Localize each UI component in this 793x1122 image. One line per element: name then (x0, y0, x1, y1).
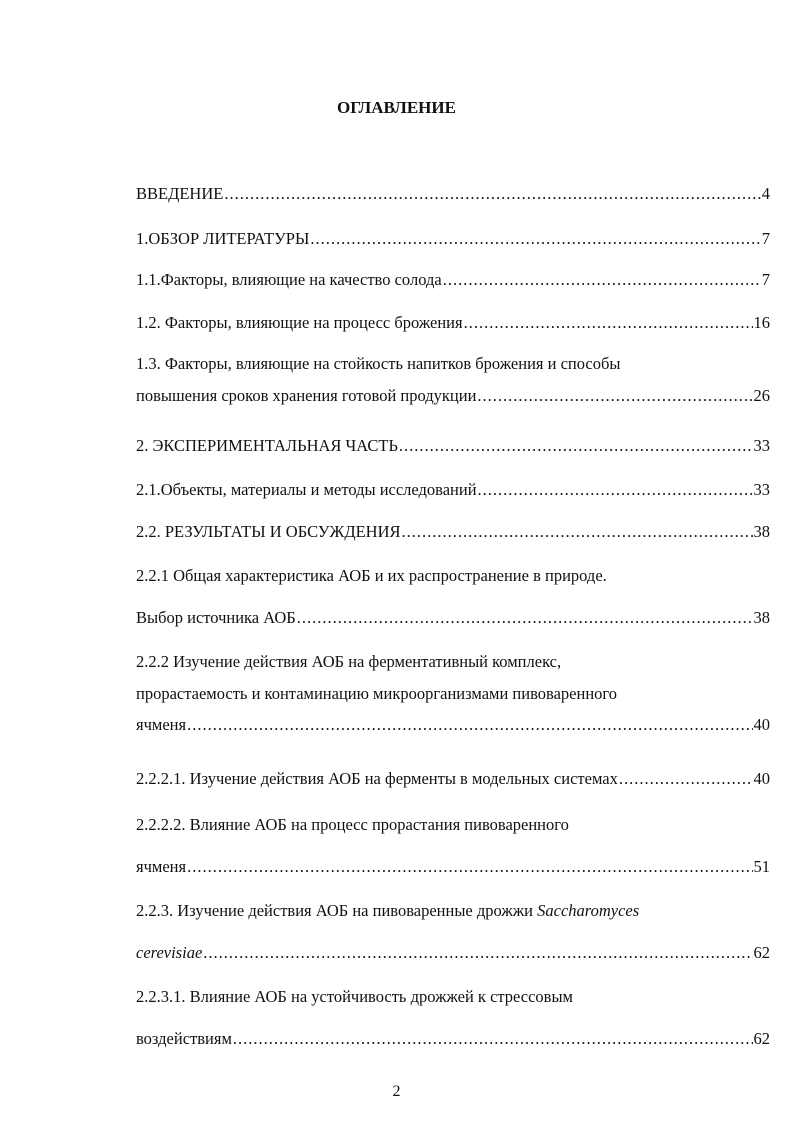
toc-entry-1-2[interactable]: 1.2. Факторы, влияющие на процесс брожения ..... 16 (136, 313, 770, 333)
toc-entry-2-2-2-line2[interactable]: прорастаемость и контаминацию микроорганизмами пивоваренного (136, 684, 618, 703)
toc-heading: ОГЛАВЛЕНИЕ (337, 98, 456, 117)
page-ref: 38 (753, 522, 770, 541)
dot-leader (399, 436, 753, 456)
toc-entry-2-2-1-line2[interactable]: Выбор источника АОБ ..... 38 (136, 608, 770, 628)
page-ref: 16 (753, 313, 770, 332)
toc-entry-1-1[interactable]: 1.1.Факторы, влияющие на качество солода ..... 7 (136, 270, 770, 290)
toc-entry-2-2-2-2-line2[interactable]: ячменя ..... 51 (136, 857, 770, 877)
page-ref: 26 (753, 386, 770, 405)
page-ref: 38 (753, 608, 770, 627)
toc-entry-2-2-2-line3[interactable]: ячменя ..... 40 (136, 715, 770, 735)
toc-entry-2-2-3-1-line2[interactable]: воздействиям ..... 62 (136, 1029, 770, 1049)
toc-entry-2-2-2-2-line1[interactable]: 2.2.2.2. Влияние АОБ на процесс прорастания пивоваренного (136, 815, 569, 834)
page-ref: 7 (761, 229, 770, 248)
toc-entry-1-3-line2[interactable]: повышения сроков хранения готовой продукции ..... 26 (136, 386, 770, 406)
page-ref: 40 (753, 769, 770, 788)
page-ref: 62 (753, 943, 770, 962)
dot-leader (443, 270, 761, 290)
dot-leader (464, 313, 753, 333)
toc-entry-introduction[interactable]: ВВЕДЕНИЕ ..... 4 (136, 184, 770, 204)
dot-leader (187, 857, 752, 877)
dot-leader (233, 1029, 753, 1049)
toc-entry-2-2-1-line1[interactable]: 2.2.1 Общая характеристика АОБ и их распространение в природе. (136, 566, 607, 585)
toc-entry-experimental[interactable]: 2. ЭКСПЕРИМЕНТАЛЬНАЯ ЧАСТЬ ..... 33 (136, 436, 770, 456)
dot-leader (203, 943, 752, 963)
toc-entry-2-2-3-line1[interactable]: 2.2.3. Изучение действия АОБ на пивоваренные дрожжи Saccharomyces (136, 901, 640, 920)
dot-leader (478, 480, 753, 500)
page-ref: 4 (761, 184, 770, 203)
page-ref: 33 (753, 480, 770, 499)
page-ref: 33 (753, 436, 770, 455)
toc-entry-1-3-line1[interactable]: 1.3. Факторы, влияющие на стойкость напитков брожения и способы (136, 354, 621, 373)
page-ref: 62 (753, 1029, 770, 1048)
page-ref: 40 (753, 715, 770, 734)
dot-leader (310, 229, 760, 249)
toc-entry-2-2-2-line1[interactable]: 2.2.2 Изучение действия АОБ на ферментативный комплекс, (136, 652, 562, 671)
toc-entry-2-2-2-1[interactable]: 2.2.2.1. Изучение действия АОБ на ферменты в модельных системах ..... 40 (136, 769, 770, 789)
toc-entry-2-2-3-1-line1[interactable]: 2.2.3.1. Влияние АОБ на устойчивость дрожжей к стрессовым (136, 987, 574, 1006)
dot-leader (224, 184, 760, 204)
page-ref: 51 (753, 857, 770, 876)
toc-entry-2-2[interactable]: 2.2. РЕЗУЛЬТАТЫ И ОБСУЖДЕНИЯ ..... 38 (136, 522, 770, 542)
dot-leader (402, 522, 753, 542)
page-ref: 7 (761, 270, 770, 289)
dot-leader (187, 715, 752, 735)
dot-leader (619, 769, 753, 789)
dot-leader (297, 608, 753, 628)
toc-entry-literature-review[interactable]: 1.ОБЗОР ЛИТЕРАТУРЫ ..... 7 (136, 229, 770, 249)
dot-leader (477, 386, 752, 406)
toc-entry-2-2-3-line2[interactable]: cerevisiae ..... 62 (136, 943, 770, 963)
page-number: 2 (392, 1083, 401, 1100)
toc-entry-2-1[interactable]: 2.1.Объекты, материалы и методы исследований ..... 33 (136, 480, 770, 500)
